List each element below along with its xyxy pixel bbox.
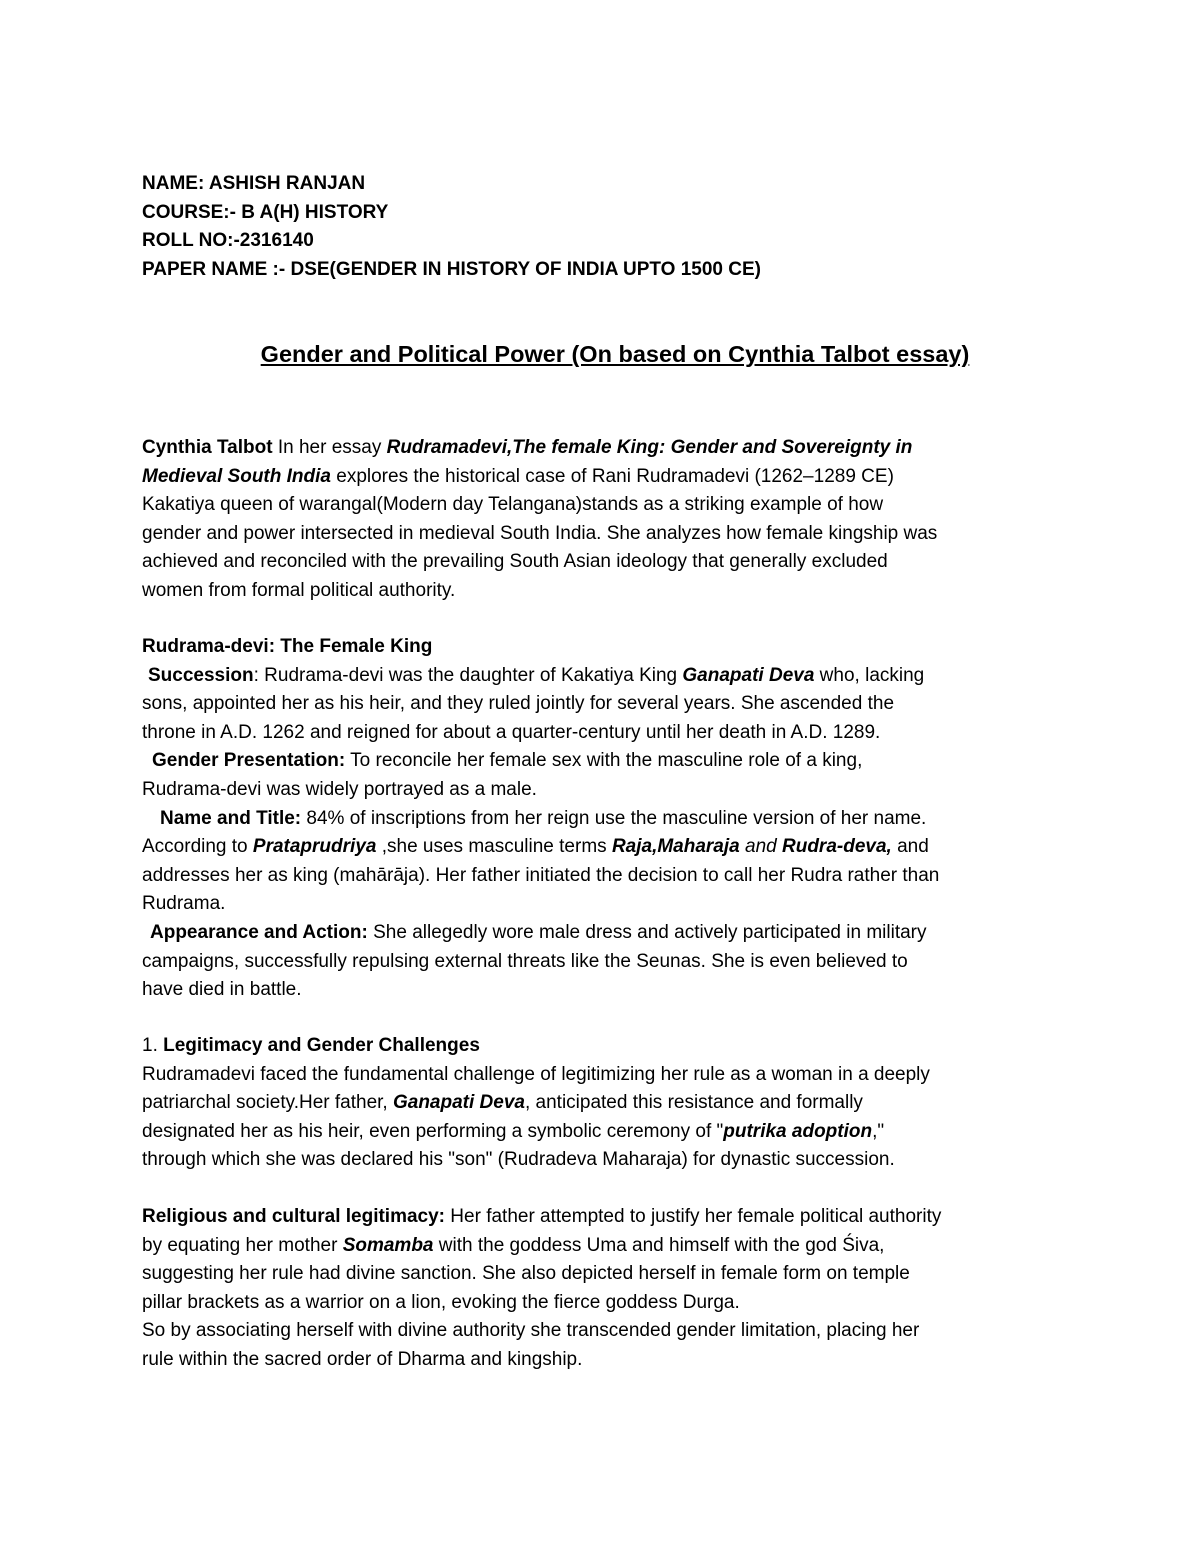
emphasis-name: Raja,Maharaja xyxy=(611,836,740,858)
body-text: According to xyxy=(142,836,253,858)
emphasis-name: Ganapati Deva xyxy=(392,1092,525,1114)
intro-text: explores the historical case of Rani Rudramadevi (1262–1289 CE) xyxy=(330,465,894,487)
intro-line: women from formal political authority. xyxy=(142,579,456,601)
legitimacy-section xyxy=(142,1032,1062,1175)
body-line: throne in A.D. 1262 and reigned for about a quarter-century until her death in A.D. 1289. xyxy=(142,721,881,743)
emphasis-name: Prataprudriya xyxy=(252,836,377,858)
body-text: Her father attempted to justify her female political authority xyxy=(445,1206,942,1227)
appearance-label: Appearance and Action: xyxy=(150,921,368,943)
intro-line: gender and power intersected in medieval South India. She analyzes how female kingship was xyxy=(142,522,938,544)
section-heading: Rudrama-devi: The Female King xyxy=(142,636,433,657)
paper-name: PAPER NAME :- DSE(GENDER IN HISTORY OF INDIA UPTO 1500 CE) xyxy=(142,258,762,280)
religious-section xyxy=(142,1203,1062,1375)
intro-text: In her essay xyxy=(272,437,387,458)
body-text: by equating her mother xyxy=(142,1234,343,1256)
body-line: Rudrama. xyxy=(142,893,226,915)
body-text: and xyxy=(891,836,929,858)
body-line: rule within the sacred order of Dharma and kingship. xyxy=(142,1348,583,1370)
succession-label: Succession xyxy=(148,664,254,686)
emphasis-name: Rudra-deva, xyxy=(782,836,892,858)
body-line: Rudrama-devi was widely portrayed as a male. xyxy=(142,778,537,800)
student-name: NAME: ASHISH RANJAN xyxy=(142,173,366,194)
course-line: COURSE:- B A(H) HISTORY xyxy=(142,201,389,223)
female-king-section xyxy=(142,633,1062,1005)
document-title: Gender and Political Power (On based on Cynthia Talbot essay) xyxy=(260,341,970,367)
religious-label: Religious and cultural legitimacy: xyxy=(142,1206,446,1227)
intro-line: Kakatiya queen of warangal(Modern day Telangana)stands as a striking example of how xyxy=(142,494,884,516)
body-text: with the goddess Uma and himself with the god Śiva, xyxy=(433,1234,885,1256)
body-text: To reconcile her female sex with the masculine role of a king, xyxy=(345,750,863,772)
body-line: addresses her as king (mahārāja). Her father initiated the decision to call her Rudra rather than xyxy=(142,864,940,886)
body-text: She allegedly wore male dress and actively participated in military xyxy=(367,921,927,943)
body-text: 84% of inscriptions from her reign use the masculine version of her name. xyxy=(301,807,927,829)
name-title-label: Name and Title: xyxy=(160,807,302,829)
body-text: , anticipated this resistance and formally xyxy=(524,1092,863,1114)
emphasis-name: Ganapati Deva xyxy=(682,664,815,686)
body-text: patriarchal society.Her father, xyxy=(142,1092,393,1114)
student-header xyxy=(142,170,761,284)
intro-line: achieved and reconciled with the prevailing South Asian ideology that generally excluded xyxy=(142,551,888,573)
author-name: Cynthia Talbot xyxy=(142,437,273,458)
body-text: and xyxy=(739,836,782,858)
roll-number: ROLL NO:-2316140 xyxy=(142,230,314,252)
body-text: who, lacking xyxy=(814,664,925,686)
section-heading: Legitimacy and Gender Challenges xyxy=(163,1035,480,1056)
body-line: campaigns, successfully repulsing external threats like the Seunas. She is even believed to xyxy=(142,950,908,972)
emphasis-term: putrika adoption xyxy=(723,1120,873,1142)
gender-presentation-label: Gender Presentation: xyxy=(152,750,346,772)
body-line: Rudramadevi faced the fundamental challenge of legitimizing her rule as a woman in a deeply xyxy=(142,1063,930,1085)
body-text: designated her as his heir, even performing a symbolic ceremony of " xyxy=(142,1120,724,1142)
body-line: So by associating herself with divine authority she transcended gender limitation, placing her xyxy=(142,1320,920,1342)
body-line: pillar brackets as a warrior on a lion, evoking the fierce goddess Durga. xyxy=(142,1291,740,1313)
body-text: ,she uses masculine terms xyxy=(376,836,612,858)
essay-title: Rudramadevi,The female King: Gender and Sovereignty in xyxy=(386,437,913,458)
emphasis-name: Somamba xyxy=(342,1234,434,1256)
essay-title-cont: Medieval South India xyxy=(142,465,331,487)
body-line: through which she was declared his "son" (Rudradeva Maharaja) for dynastic succession. xyxy=(142,1149,895,1171)
body-line: sons, appointed her as his heir, and they ruled jointly for several years. She ascended the xyxy=(142,693,895,715)
body-line: suggesting her rule had divine sanction. She also depicted herself in female form on temple xyxy=(142,1263,910,1285)
section-number: 1. xyxy=(142,1035,164,1056)
intro-paragraph xyxy=(142,434,1062,606)
body-text: ," xyxy=(872,1120,885,1142)
body-line: have died in battle. xyxy=(142,979,302,1001)
body-text: : Rudrama-devi was the daughter of Kakatiya King xyxy=(253,664,683,686)
